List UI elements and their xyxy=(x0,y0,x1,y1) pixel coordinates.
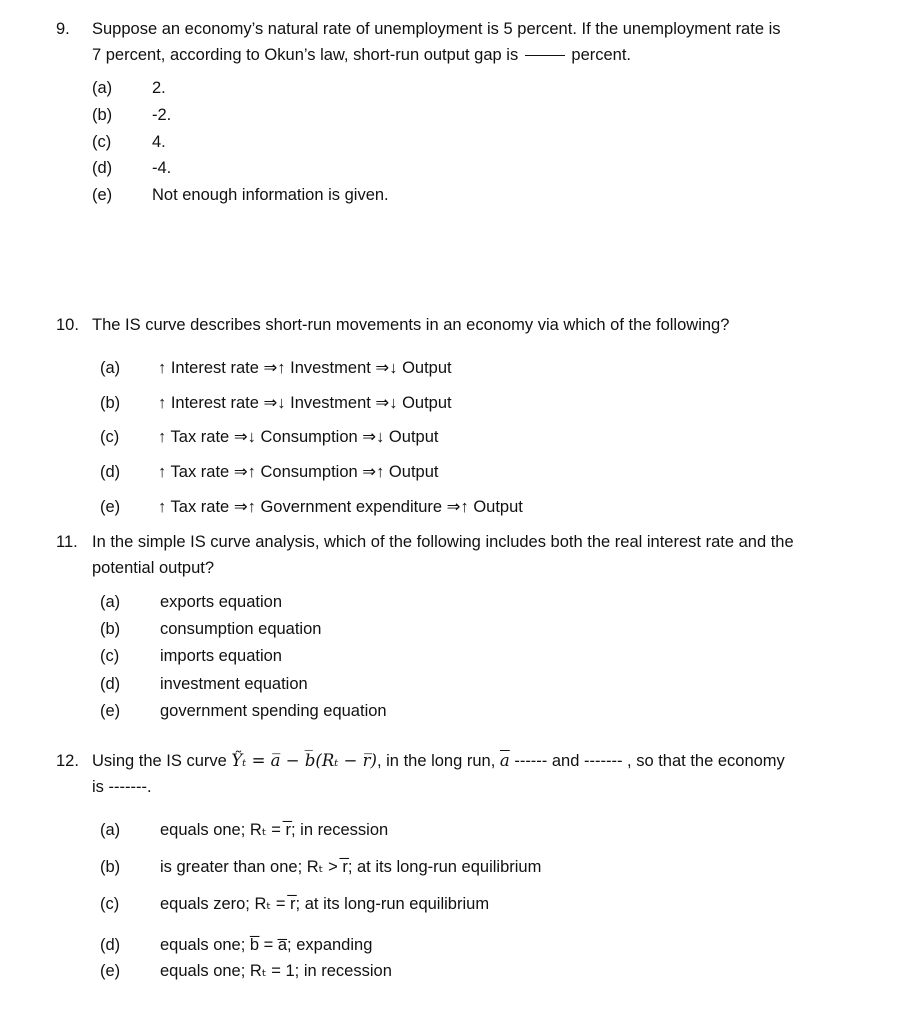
question-number: 12. xyxy=(56,752,79,770)
question-number: 10. xyxy=(56,316,79,334)
question-text: Suppose an economy’s natural rate of unemployment is 5 percent. If the unemployment rate is 7 percent, according to Okun’s law, short-run output gap is percent. xyxy=(92,20,781,64)
question-number: 11. xyxy=(56,533,78,551)
question-12 xyxy=(56,748,886,802)
question-9 xyxy=(56,16,886,70)
question-number: 9. xyxy=(56,20,70,38)
question-text: Using the IS curve Ỹₜ = a̅ − b̅(Rₜ − r̅), in the long run, $\overline{a}$ ------ and ------- , so that the economy is -------. xyxy=(92,751,785,796)
is-curve-equation: Ỹₜ = a̅ − b̅(Rₜ − r̅) xyxy=(231,751,377,770)
question-text: The IS curve describes short-run movements in an economy via which of the following? xyxy=(92,316,730,334)
answer-blank xyxy=(525,55,565,56)
question-11 xyxy=(56,529,886,583)
a-bar-symbol: $\overline{a}$ xyxy=(499,751,510,770)
question-text: In the simple IS curve analysis, which of the following includes both the real interest rate and the potential output? xyxy=(92,533,794,577)
question-10 xyxy=(56,312,886,338)
